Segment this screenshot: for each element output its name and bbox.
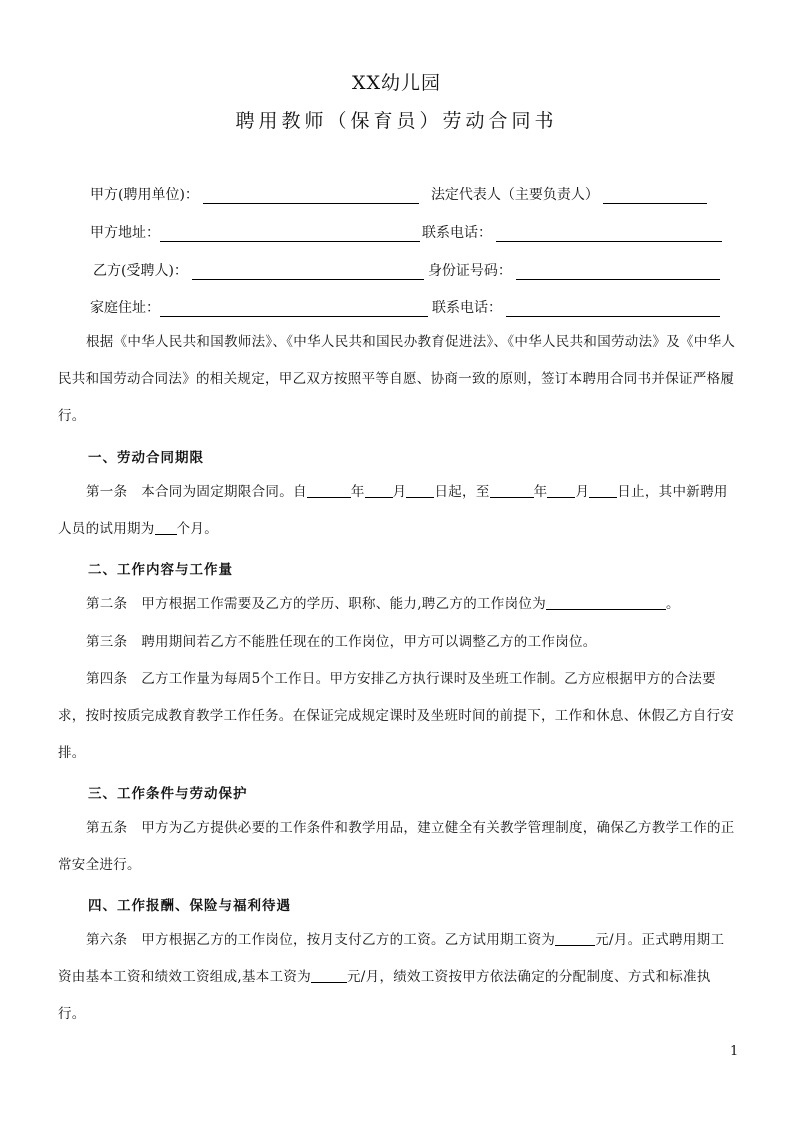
party-a-row — [90, 184, 707, 204]
end-day-blank[interactable] — [589, 483, 617, 498]
page-number: 1 — [730, 1044, 739, 1059]
phone-blank-2[interactable] — [506, 300, 720, 317]
section-1-heading: 一、劳动合同期限 — [88, 450, 204, 466]
article-1 — [58, 474, 738, 548]
start-month-blank[interactable] — [365, 483, 393, 498]
party-a-blank[interactable] — [203, 187, 419, 204]
end-month-blank[interactable] — [547, 483, 575, 498]
job-position-blank[interactable] — [546, 595, 666, 610]
home-address-row — [90, 297, 720, 317]
article-1-text-a: 第一条 本合同为固定期限合同。自 — [86, 484, 307, 500]
start-day-blank[interactable] — [406, 483, 434, 498]
intro-paragraph: 根据《中华人民共和国教师法》、《中华人民共和国民办教育促进法》、《中华人民共和国劳动法》及《中华人民共和国劳动合同法》的相关规定，甲乙双方按照平等自愿、协商一致的原则，签订本聘用合同书并保证严格履行。 — [58, 334, 736, 424]
article-2-text: 第二条 甲方根据工作需要及乙方的学历、职称、能力,聘乙方的工作岗位为 — [86, 596, 546, 612]
party-a-address-label: 甲方地址： — [90, 225, 160, 241]
base-salary-blank[interactable] — [311, 968, 347, 983]
legal-rep-label: 法定代表人（主要负责人） — [430, 187, 599, 203]
article-6-text-c: 元/月，绩效工资按甲方依法确定的分配制度、方式和标准执行。 — [58, 969, 711, 1022]
home-address-blank[interactable] — [160, 300, 428, 317]
start-year-blank[interactable] — [307, 483, 351, 498]
article-5: 第五条 甲方为乙方提供必要的工作条件和教学用品，建立健全有关教学管理制度，确保乙方教学工作的正常安全进行。 — [58, 820, 735, 873]
party-a-address-row — [90, 222, 722, 242]
party-b-label: 乙方(受聘人)： — [93, 263, 188, 279]
article-4: 第四条 乙方工作量为每周5个工作日。甲方安排乙方执行课时及坐班工作制。乙方应根据甲方的合法要求，按时按质完成教育教学工作任务。在保证完成规定课时及坐班时间的前提下，工作和休息、休假乙方自行安排。 — [58, 671, 735, 761]
document-subtitle: 聘用教师（保育员）劳动合同书 — [235, 110, 558, 132]
party-a-label: 甲方(聘用单位)： — [90, 187, 199, 203]
party-a-address-blank[interactable] — [160, 225, 420, 242]
phone-label-2: 联系电话： — [432, 300, 502, 316]
article-6-text-a: 第六条 甲方根据乙方的工作岗位，按月支付乙方的工资。乙方试用期工资为 — [86, 932, 556, 948]
article-6-text-b: 元/月。正式聘用期工资由基本工资和绩效工资组成,基本工资为 — [58, 932, 725, 985]
id-number-label: 身份证号码： — [427, 263, 512, 279]
home-address-label: 家庭住址： — [90, 300, 160, 316]
section-3-heading: 三、工作条件与劳动保护 — [88, 786, 248, 802]
id-number-blank[interactable] — [516, 263, 720, 280]
article-1-text-end: 个月。 — [176, 521, 219, 537]
article-6 — [58, 922, 738, 1033]
section-4-heading: 四、工作报酬、保险与福利待遇 — [88, 898, 291, 914]
document-title: XX幼儿园 — [351, 72, 442, 94]
party-b-blank[interactable] — [192, 263, 424, 280]
article-2 — [58, 586, 738, 623]
year-label-1: 年 — [350, 484, 365, 500]
section-2-heading: 二、工作内容与工作量 — [88, 562, 233, 578]
year-label-2: 年 — [533, 484, 548, 500]
legal-rep-blank[interactable] — [603, 187, 707, 204]
phone-label-1: 联系电话： — [422, 225, 492, 241]
end-year-blank[interactable] — [490, 483, 534, 498]
article-2-text-end: 。 — [666, 596, 680, 612]
probation-months-blank[interactable] — [155, 520, 177, 535]
party-b-row — [93, 260, 720, 280]
month-label-2: 月 — [575, 484, 590, 500]
phone-blank-1[interactable] — [496, 225, 722, 242]
article-1-text-b: 日起，至 — [434, 484, 490, 500]
article-3: 第三条 聘用期间若乙方不能胜任现在的工作岗位，甲方可以调整乙方的工作岗位。 — [86, 634, 597, 650]
probation-salary-blank[interactable] — [555, 931, 595, 946]
month-label-1: 月 — [392, 484, 407, 500]
article-1-text-c: 日止，其中新聘用人员的试用期为 — [58, 484, 728, 537]
